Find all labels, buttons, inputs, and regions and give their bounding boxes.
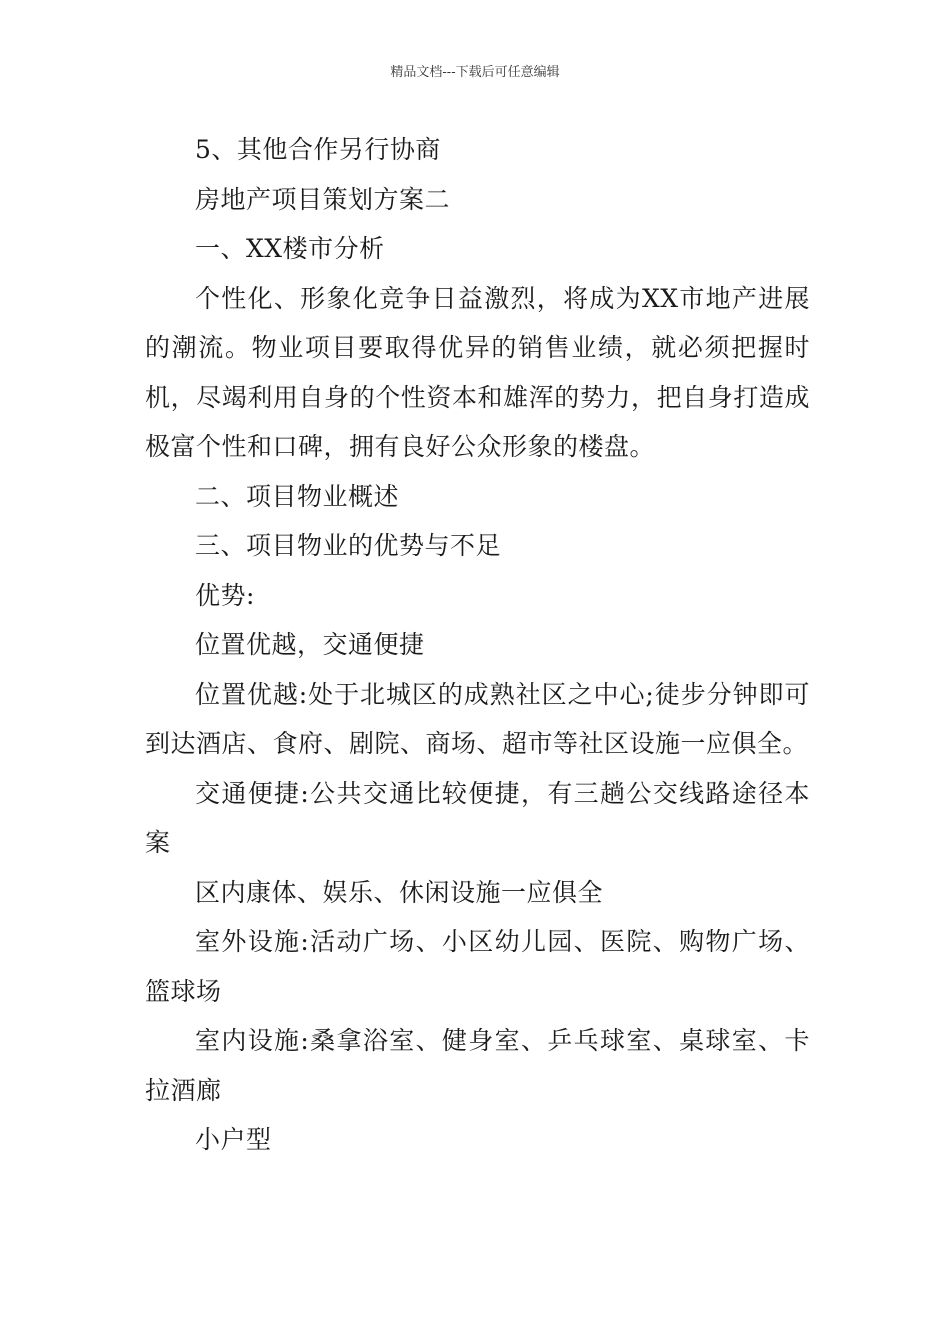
paragraph-small-units: 小户型 — [195, 1125, 272, 1154]
paragraph-location-traffic: 位置优越，交通便捷 — [195, 630, 425, 659]
paragraph-market-analysis: 个性化、形象化竞争日益激烈，将成为XX市地产进展的潮流。物业项目要取得优异的销售业绩，就必须把握时机，尽竭利用自身的个性资本和雄浑的势力，把自身打造成极富个性和口碑，拥有良好公众形象的楼盘。 — [145, 283, 810, 461]
paragraph-facilities: 区内康体、娱乐、休闲设施一应俱全 — [195, 877, 604, 907]
heading-advantages-disadvantages: 三、项目物业的优势与不足 — [195, 531, 502, 560]
paragraph-outdoor-facilities: 室外设施:活动广场、小区幼儿园、医院、购物广场、篮球场 — [145, 927, 810, 1006]
paragraph-plan-title: 房地产项目策划方案二 — [195, 184, 451, 214]
heading-market-analysis: 一、XX楼市分析 — [195, 234, 385, 263]
label-advantages: 优势: — [195, 580, 255, 610]
heading-project-overview: 二、项目物业概述 — [195, 481, 400, 511]
page-header: 精品文档---下载后可任意编辑 — [390, 65, 560, 80]
paragraph-other-cooperation: 5、其他合作另行协商 — [195, 135, 441, 164]
paragraph-traffic-detail: 交通便捷:公共交通比较便捷，有三趟公交线路途径本案 — [145, 778, 810, 857]
document-body — [145, 125, 810, 1165]
paragraph-location-detail: 位置优越:处于北城区的成熟社区之中心;徒步分钟即可到达酒店、食府、剧院、商场、超市等社区设施一应俱全。 — [145, 679, 810, 758]
paragraph-indoor-facilities: 室内设施:桑拿浴室、健身室、乒乓球室、桌球室、卡拉酒廊 — [145, 1026, 810, 1105]
